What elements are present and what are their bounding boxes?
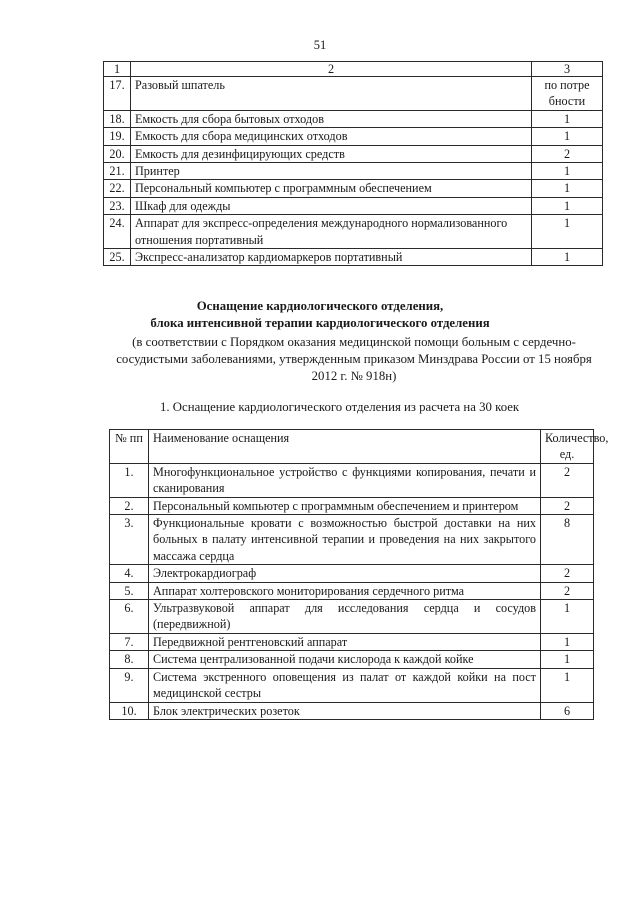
row-quantity: 1 [541, 600, 594, 634]
table-row [110, 463, 594, 497]
table-row [104, 128, 603, 145]
equipment-table-continued [103, 61, 603, 266]
row-equipment-name: Персональный компьютер с программным обеспечением и принтером [149, 497, 541, 514]
row-equipment-name: Аппарат холтеровского мониторирования сердечного ритма [149, 582, 541, 599]
row-quantity: 1 [541, 668, 594, 702]
row-equipment-name: Шкаф для одежды [131, 197, 532, 214]
row-number: 9. [110, 668, 149, 702]
row-equipment-name: Ультразвуковой аппарат для исследования сердца и сосудов (передвижной) [149, 600, 541, 634]
row-number: 24. [104, 215, 131, 249]
table-row [110, 651, 594, 668]
row-number: 22. [104, 180, 131, 197]
row-number: 5. [110, 582, 149, 599]
row-number: 23. [104, 197, 131, 214]
table-row [110, 668, 594, 702]
row-equipment-name: Система экстренного оповещения из палат от каждой койки на пост медицинской сестры [149, 668, 541, 702]
row-quantity: 2 [541, 497, 594, 514]
row-equipment-name: Электрокардиограф [149, 565, 541, 582]
row-number: 1. [110, 463, 149, 497]
table-row [104, 145, 603, 162]
row-equipment-name: Блок электрических розеток [149, 702, 541, 719]
row-quantity: 1 [541, 651, 594, 668]
row-quantity: 2 [541, 582, 594, 599]
table-header-row [110, 430, 594, 464]
row-quantity: 1 [532, 249, 603, 266]
row-quantity: 1 [532, 110, 603, 127]
row-number: 17. [104, 77, 131, 111]
row-equipment-name: Емкость для сбора бытовых отходов [131, 110, 532, 127]
table-row [110, 702, 594, 719]
table-row [110, 633, 594, 650]
row-number: 2. [110, 497, 149, 514]
table-row [104, 215, 603, 249]
row-number: 25. [104, 249, 131, 266]
row-equipment-name: Аппарат для экспресс-определения международного нормализованного отношения портативный [131, 215, 532, 249]
table-caption: 1. Оснащение кардиологического отделения из расчета на 30 коек [160, 400, 520, 414]
row-quantity: 1 [541, 633, 594, 650]
row-number: 21. [104, 163, 131, 180]
row-equipment-name: Многофункциональное устройство с функциями копирования, печати и сканирования [149, 463, 541, 497]
table-row [104, 110, 603, 127]
table-row [110, 582, 594, 599]
row-quantity: 2 [541, 463, 594, 497]
row-quantity: 1 [532, 197, 603, 214]
row-equipment-name: Система централизованной подачи кислорода к каждой койке [149, 651, 541, 668]
column-name-header: 2 [131, 62, 532, 77]
column-number-header: 1 [104, 62, 131, 77]
section-title-line: Оснащение кардиологического отделения, [196, 299, 444, 313]
row-quantity: 6 [541, 702, 594, 719]
table-row [104, 180, 603, 197]
table-row [104, 77, 603, 111]
row-quantity: 2 [532, 145, 603, 162]
column-quantity-header: 3 [532, 62, 603, 77]
section-title [60, 298, 580, 332]
row-equipment-name: Передвижной рентгеновский аппарат [149, 633, 541, 650]
row-number: 18. [104, 110, 131, 127]
row-quantity: 2 [541, 565, 594, 582]
row-number: 3. [110, 515, 149, 565]
row-number: 4. [110, 565, 149, 582]
table-row [110, 515, 594, 565]
cardiology-equipment-table [109, 429, 609, 720]
table-row [104, 163, 603, 180]
table-row [110, 497, 594, 514]
table-header-row [104, 62, 603, 77]
row-number: 20. [104, 145, 131, 162]
row-number: 8. [110, 651, 149, 668]
row-quantity: 1 [532, 163, 603, 180]
row-number: 7. [110, 633, 149, 650]
row-equipment-name: Принтер [131, 163, 532, 180]
row-equipment-name: Емкость для дезинфицирующих средств [131, 145, 532, 162]
table-row [110, 600, 594, 634]
row-equipment-name: Разовый шпатель [131, 77, 532, 111]
row-equipment-name: Емкость для сбора медицинских отходов [131, 128, 532, 145]
section-title-line: блока интенсивной терапии кардиологического отделения [150, 316, 490, 330]
row-quantity: 1 [532, 215, 603, 249]
table-row [104, 249, 603, 266]
column-quantity-header: Количество, ед. [541, 430, 594, 464]
column-name-header: Наименование оснащения [149, 430, 541, 464]
row-number: 6. [110, 600, 149, 634]
row-equipment-name: Экспресс-анализатор кардиомаркеров портативный [131, 249, 532, 266]
row-equipment-name: Персональный компьютер с программным обеспечением [131, 180, 532, 197]
row-quantity: 1 [532, 180, 603, 197]
table-row [104, 197, 603, 214]
row-number: 10. [110, 702, 149, 719]
page-number: 51 [313, 38, 327, 52]
row-quantity: 8 [541, 515, 594, 565]
row-quantity: 1 [532, 128, 603, 145]
table-row [110, 565, 594, 582]
column-number-header: № пп [110, 430, 149, 464]
row-equipment-name: Функциональные кровати с возможностью быстрой доставки на них больных в палату интенсивной терапии и проведения на них закрытого массажа сердца [149, 515, 541, 565]
row-number: 19. [104, 128, 131, 145]
row-quantity: по потребности [544, 78, 590, 109]
section-subtitle: (в соответствии с Порядком оказания медицинской помощи больным с сердечно-сосудистыми заболеваниями, утвержденным приказом Минздрава России от 15 ноября 2012 г. № 918н) [116, 335, 592, 383]
